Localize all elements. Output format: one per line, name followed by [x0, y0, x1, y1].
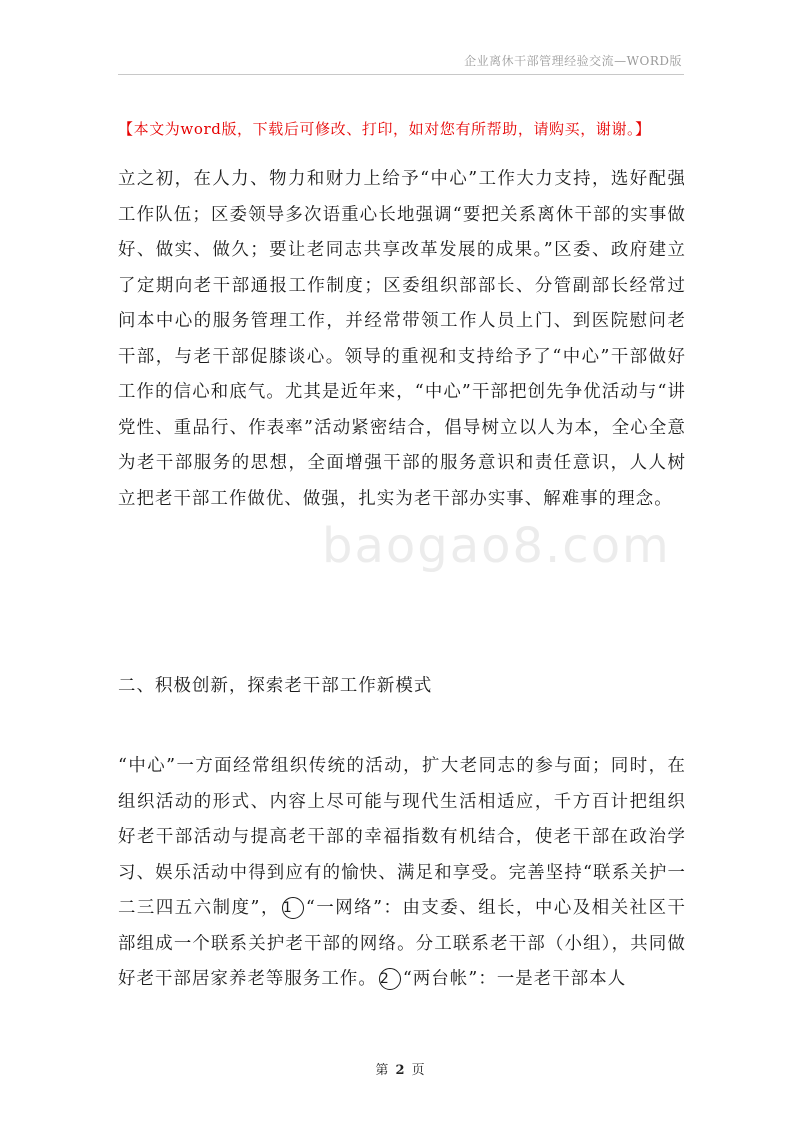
- circled-number-2: 2: [379, 968, 401, 990]
- paragraph-2-part-a: “中心”一方面经常组织传统的活动，扩大老同志的参与面；同时，在组织活动的形式、内容上尽可能与现代生活相适应，千方百计把组织好老干部活动与提高老干部的幸福指数有机结合，使老干部在政治学习、娱乐活动中得到应有的愉快、满足和享受。完善坚持“联系关护一二三四五六制度”，: [118, 756, 686, 918]
- page-number: 2: [395, 1063, 405, 1078]
- paragraph-2-part-c: “两台帐”：一是老干部本人: [402, 969, 627, 989]
- paragraph-1: 立之初，在人力、物力和财力上给予“中心”工作大力支持，选好配强工作队伍；区委领导多次语重心长地强调“要把关系离休干部的实事做好、做实、做久；要让老同志共享改革发展的成果。”区委、政府建立了定期向老干部通报工作制度；区委组织部部长、分管副部长经常过问本中心的服务管理工作，并经常带领工作人员上门、到医院慰问老干部，与老干部促膝谈心。领导的重视和支持给予了“中心”干部做好工作的信心和底气。尤其是近年来，“中心”干部把创先争优活动与“讲党性、重品行、作表率”活动紧密结合，倡导树立以人为本，全心全意为老干部服务的思想，全面增强干部的服务意识和责任意识，人人树立把老干部工作做优、做强，扎实为老干部办实事、解难事的理念。: [118, 169, 686, 509]
- footer-prefix: 第: [375, 1063, 389, 1078]
- page-footer: [0, 1059, 800, 1078]
- circled-number-1: 1: [282, 897, 304, 919]
- footer-suffix: 页: [411, 1063, 425, 1078]
- paragraph-2: [118, 749, 686, 998]
- paragraph-2-part-b: “一网络”：由支委、组长，中心及相关社区干部组成一个联系关护老干部的网络。分工联系老干部（小组），共同做好老干部居家养老等服务工作。: [118, 898, 686, 989]
- section-heading: 二、积极创新，探索老干部工作新模式: [118, 676, 433, 696]
- purchase-notice: 【本文为word版，下载后可修改、打印，如对您有所帮助，请购买，谢谢。】: [118, 120, 651, 138]
- running-header: 企业离休干部管理经验交流—WORD版: [464, 54, 682, 68]
- watermark: baogao8.com: [322, 518, 671, 574]
- header-divider: [118, 74, 684, 75]
